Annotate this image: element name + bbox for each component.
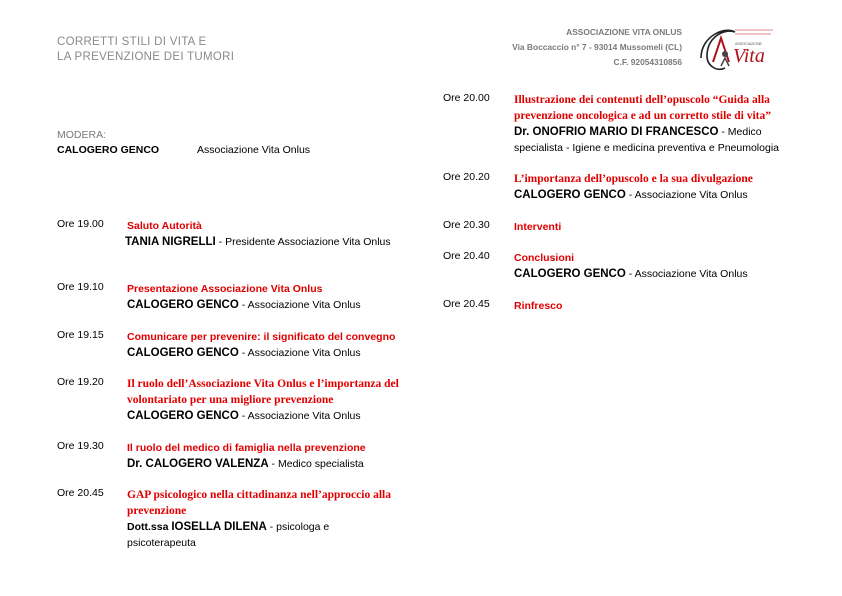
association-name: ASSOCIAZIONE VITA ONLUS xyxy=(566,27,682,37)
program-topic: Interventi xyxy=(514,221,562,233)
program-time: Ore 19.15 xyxy=(57,329,104,341)
program-speaker xyxy=(127,297,417,313)
program-speaker xyxy=(127,519,367,551)
program-time: Ore 19.30 xyxy=(57,440,104,452)
program-topic: L’importanza dell’opuscolo e la sua divulgazione xyxy=(514,173,753,185)
program-speaker xyxy=(127,456,417,472)
speaker-role: Associazione Vita Onlus xyxy=(247,410,361,422)
program-time: Ore 20.20 xyxy=(443,171,490,183)
program-topic: Illustrazione dei contenuti dell’opuscolo “Guida alla prevenzione oncologica e ad un corretto stile di vita” xyxy=(514,94,772,122)
speaker-name: CALOGERO GENCO xyxy=(127,347,239,359)
moderator-label: MODERA: xyxy=(57,129,107,141)
speaker-name: CALOGERO GENCO xyxy=(127,410,239,422)
program-topic: Il ruolo dell’Associazione Vita Onlus e l’importanza del volontariato per una migliore prevenzione xyxy=(127,378,399,406)
speaker-role: Associazione Vita Onlus xyxy=(247,347,361,359)
speaker-name: CALOGERO GENCO xyxy=(514,268,626,280)
program-topic: Saluto Autorità xyxy=(127,220,202,232)
speaker-separator: - xyxy=(238,299,248,311)
logo-wordmark: Vita xyxy=(733,45,765,67)
program-time: Ore 20.45 xyxy=(57,487,104,499)
program-time: Ore 19.00 xyxy=(57,218,104,230)
speaker-title: Dott.ssa xyxy=(127,521,172,533)
program-speaker xyxy=(514,187,814,203)
program-time: Ore 20.00 xyxy=(443,92,490,104)
speaker-separator: - xyxy=(215,236,226,248)
program-speaker xyxy=(514,266,814,282)
program-time: Ore 20.30 xyxy=(443,219,490,231)
speaker-name: CALOGERO GENCO xyxy=(514,189,626,201)
speaker-name: TANIA NIGRELLI xyxy=(125,236,216,248)
speaker-role: Medico specialista xyxy=(277,458,364,470)
program-topic: Conclusioni xyxy=(514,252,575,264)
program-time: Ore 19.10 xyxy=(57,281,104,293)
association-info xyxy=(512,25,682,70)
speaker-separator: - xyxy=(625,268,635,280)
speaker-separator: - xyxy=(268,458,278,470)
program-time: Ore 19.20 xyxy=(57,376,104,388)
speaker-separator: - xyxy=(718,126,728,138)
speaker-name: Dr. ONOFRIO MARIO DI FRANCESCO xyxy=(514,126,719,138)
program-topic: Rinfresco xyxy=(514,300,563,312)
speaker-name: CALOGERO GENCO xyxy=(127,299,239,311)
program-topic: Il ruolo del medico di famiglia nella prevenzione xyxy=(127,442,366,454)
program-time: Ore 20.45 xyxy=(443,298,490,310)
association-address: Via Boccaccio n° 7 - 93014 Mussomeli (CL) xyxy=(512,42,682,52)
speaker-name: Dr. CALOGERO VALENZA xyxy=(127,458,269,470)
program-time: Ore 20.40 xyxy=(443,250,490,262)
program-speaker xyxy=(127,345,417,361)
program-speaker xyxy=(125,234,417,250)
speaker-role: Associazione Vita Onlus xyxy=(634,268,748,280)
program-topic: Comunicare per prevenire: il significato del convegno xyxy=(127,331,396,343)
speaker-separator: - xyxy=(625,189,635,201)
speaker-role: psicologa e psicoterapeuta xyxy=(127,521,330,549)
program-speaker xyxy=(127,408,407,424)
speaker-role: Associazione Vita Onlus xyxy=(634,189,748,201)
program-topic: GAP psicologico nella cittadinanza nell’approccio alla prevenzione xyxy=(127,489,391,517)
document-title-line-1: CORRETTI STILI DI VITA E xyxy=(57,36,207,48)
moderator-row xyxy=(57,144,311,156)
document-title-line-2: LA PREVENZIONE DEI TUMORI xyxy=(57,51,235,63)
association-tax-code: C.F. 92054310856 xyxy=(613,57,682,67)
speaker-separator: - xyxy=(238,410,248,422)
program-speaker xyxy=(514,124,799,156)
speaker-name: IOSELLA DILENA xyxy=(171,521,267,533)
speaker-role: Presidente Associazione Vita Onlus xyxy=(225,236,391,248)
program-topic: Presentazione Associazione Vita Onlus xyxy=(127,283,323,295)
logo-caption: ASSOCIAZIONE xyxy=(735,42,762,46)
moderator-org: Associazione Vita Onlus xyxy=(197,144,311,156)
speaker-separator: - xyxy=(266,521,277,533)
speaker-role: Associazione Vita Onlus xyxy=(247,299,361,311)
speaker-separator: - xyxy=(238,347,248,359)
speaker-role: Medico specialista - Igiene e medicina preventiva e Pneumologia xyxy=(514,126,779,154)
association-logo xyxy=(695,18,777,76)
moderator-name: CALOGERO GENCO xyxy=(57,144,160,156)
